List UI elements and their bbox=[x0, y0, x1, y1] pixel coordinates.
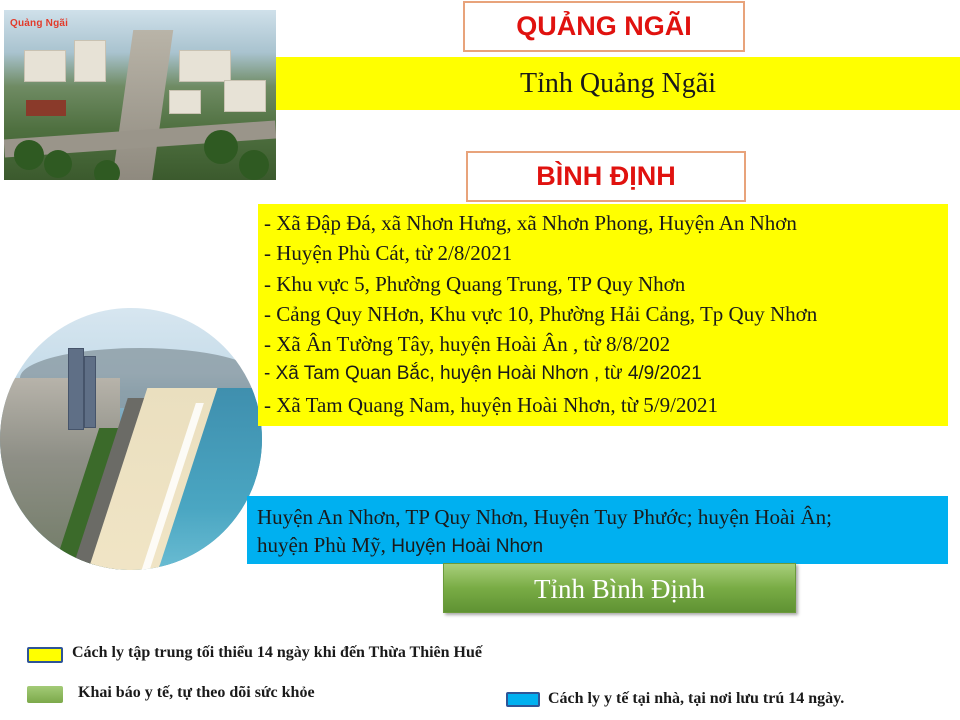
binh-dinh-photo bbox=[0, 308, 262, 570]
quang-ngai-banner: Tỉnh Quảng Ngãi bbox=[276, 57, 960, 110]
blue-line-1: Huyện An Nhơn, TP Quy Nhơn, Huyện Tuy Phước; huyện Hoài Ân; bbox=[257, 505, 832, 529]
list-item: - Xã Tam Quan Bắc, huyện Hoài Nhơn , từ 4/9/2021 bbox=[264, 363, 702, 385]
binh-dinh-title: BÌNH ĐỊNH bbox=[466, 151, 746, 202]
quang-ngai-photo bbox=[4, 10, 276, 180]
list-item: - Xã Tam Quang Nam, huyện Hoài Nhơn, từ 5/9/2021 bbox=[264, 392, 718, 417]
blue-line-2-part-a: huyện Phù Mỹ, bbox=[257, 533, 392, 557]
binh-dinh-quarantine-list bbox=[258, 204, 948, 426]
quang-ngai-title: QUẢNG NGÃI bbox=[463, 1, 745, 52]
legend-green-label: Khai báo y tế, tự theo dõi sức khỏe bbox=[78, 684, 315, 701]
legend-blue-label: Cách ly y tế tại nhà, tại nơi lưu trú 14 ngày. bbox=[548, 690, 845, 707]
list-item: - Xã Đập Đá, xã Nhơn Hưng, xã Nhơn Phong, Huyện An Nhơn bbox=[264, 211, 797, 235]
legend-yellow-swatch bbox=[27, 647, 63, 663]
legend-green-swatch bbox=[27, 686, 63, 703]
list-item: - Huyện Phù Cát, từ 2/8/2021 bbox=[264, 241, 513, 266]
legend-blue-swatch bbox=[506, 692, 540, 707]
photo-logo: Quảng Ngãi bbox=[10, 18, 69, 29]
legend-yellow-label: Cách ly tập trung tối thiểu 14 ngày khi đến Thừa Thiên Huế bbox=[72, 644, 482, 661]
binh-dinh-home-quarantine-box bbox=[247, 496, 948, 564]
binh-dinh-province-box: Tỉnh Bình Định bbox=[443, 563, 796, 613]
list-item: - Cảng Quy NHơn, Khu vực 10, Phường Hải Cảng, Tp Quy Nhơn bbox=[264, 301, 818, 326]
list-item: - Xã Ân Tường Tây, huyện Hoài Ân , từ 8/8/202 bbox=[264, 332, 671, 357]
blue-line-2-part-b: Huyện Hoài Nhơn bbox=[391, 536, 544, 557]
blue-line-2 bbox=[257, 531, 948, 561]
list-item: - Khu vực 5, Phường Quang Trung, TP Quy Nhơn bbox=[264, 271, 686, 296]
